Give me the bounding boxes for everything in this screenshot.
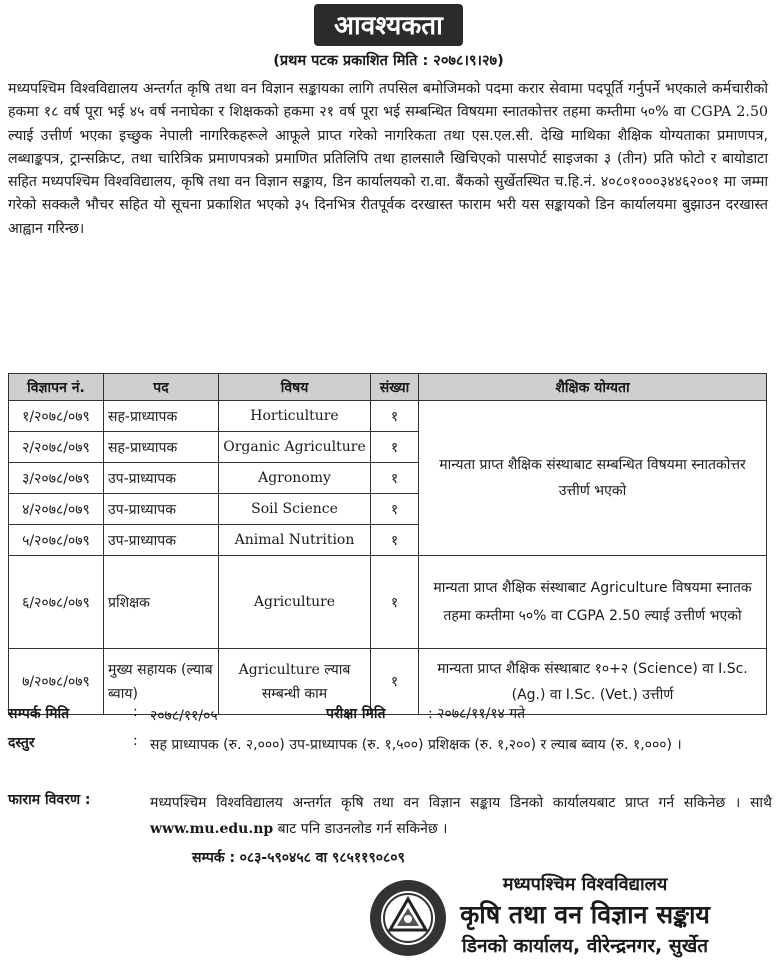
post: उप-प्राध्यापक [104, 525, 219, 556]
fee-label: दस्तुर [8, 735, 35, 751]
ad-no: ७/२०७८/०७९ [9, 649, 104, 715]
ad-no: २/२०७८/०७९ [9, 432, 104, 463]
count: १ [371, 494, 419, 525]
subject: Agronomy [219, 463, 371, 494]
vacancy-table [8, 373, 767, 715]
form-text-1: मध्यपश्चिम विश्वविद्यालय अन्तर्गत कृषि तथा वन विज्ञान सङ्काय डिनको कार्यालयबाट प्राप्त गर्न सकिनेछ । साथै [150, 795, 772, 811]
count: १ [371, 432, 419, 463]
count: १ [371, 556, 419, 649]
fee-details: सह प्राध्यापक (रु. २,०००) उप-प्राध्यापक (रु. १,५००) प्रशिक्षक (रु. १,२००) र ल्याब ब्वाय (रु. १,०००) । [150, 737, 682, 753]
subject: Organic Agriculture [219, 432, 371, 463]
header-post: पद [104, 374, 219, 401]
intro-paragraph [8, 78, 768, 241]
subject: Horticulture [219, 401, 371, 432]
count: १ [371, 463, 419, 494]
post: सह-प्राध्यापक [104, 401, 219, 432]
subject: Agriculture [219, 556, 371, 649]
fee-row: दस्तुर : सह प्राध्यापक (रु. २,०००) उप-प्राध्यापक (रु. १,५००) प्रशिक्षक (रु. १,२००) र ल्याब ब्वाय (रु. १,०००) । [8, 733, 768, 785]
post: सह-प्राध्यापक [104, 432, 219, 463]
ad-no: ६/२०७८/०७९ [9, 556, 104, 649]
contact-date-row: सम्पर्क मिति : २०७८/११/०५ परीक्षा मिति : २०७८/११/१४ गते [8, 704, 768, 730]
issuer-university: मध्यपश्चिम विश्वविद्यालय [502, 874, 668, 895]
count: १ [371, 649, 419, 715]
issuer-block [405, 872, 765, 960]
ad-no: ५/२०७८/०७९ [9, 525, 104, 556]
contact-line [192, 848, 405, 867]
page-title: आवश्यकता [314, 4, 463, 46]
issuer-office: डिनको कार्यालय, वीरेन्द्रनगर, सुर्खेत [461, 935, 709, 957]
header-count: संख्या [371, 374, 419, 401]
qualification-1: मान्यता प्राप्त शैक्षिक संस्थाबाट सम्बन्धित विषयमा स्नातकोत्तर उत्तीर्ण भएको [419, 401, 767, 556]
qualification-2: मान्यता प्राप्त शैक्षिक संस्थाबाट Agriculture विषयमा स्नातक तहमा कम्तीमा ५०% वा CGPA 2.50 ल्याई उत्तीर्ण भएको [419, 556, 767, 649]
contact-date-label: सम्पर्क मिति [8, 706, 70, 722]
form-text-2: बाट पनि डाउनलोड गर्न सकिनेछ । [273, 821, 448, 837]
post: मुख्य सहायक (ल्याब ब्वाय) [104, 649, 219, 715]
post: प्रशिक्षक [104, 556, 219, 649]
form-details [150, 790, 772, 842]
post: उप-प्राध्यापक [104, 463, 219, 494]
subject: Agriculture ल्याब सम्बन्धी काम [219, 649, 371, 715]
table-row [9, 556, 767, 649]
intro-text-2: ल्याई उत्तीर्ण भएका इच्छुक नेपाली नागरिकहरूले आफूले प्राप्त गरेको नागरिकता तथा एस.एल.सी. देखि माथिका शैक्षिक योग्यताका प्रमाणपत्र, लब्धाङ्कपत्र, ट्रान्सक्रिप्ट, तथा चारित्रिक प्रमाणपत्रको प्रमाणित प्रतिलिपि तथा हालसालै खिचिएको पासपोर्ट साइजका ३ (तीन) प्रति फोटो र बायोडाटा सहित मध्यपश्चिम विश्वविद्यालय, कृषि तथा वन विज्ञान सङ्काय, डिन कार्यालयको रा.वा. बैंकको सुर्खेतस्थित च.हि.नं. ४०८०१०००३४४६२००१ मा जम्मा गरेको सक्कलै भौचर सहित यो सूचना प्रकाशित भएको ३५ दिनभित्र रीतपूर्वक दरखास्त फाराम भरी यस सङ्कायको डिन कार्यालयमा बुझाउन दरखास्त आह्वान गरिन्छ। [8, 127, 768, 237]
publication-date: (प्रथम पटक प्रकाशित मिति : २०७८।९।२७) [273, 53, 504, 69]
post: उप-प्राध्यापक [104, 494, 219, 525]
header-ad-no: विज्ञापन नं. [9, 374, 104, 401]
contact-date: २०७८/११/०५ [150, 708, 218, 724]
ad-no: १/२०७८/०७९ [9, 401, 104, 432]
count: १ [371, 401, 419, 432]
form-row [8, 790, 772, 870]
header-qualification: शैक्षिक योग्यता [419, 374, 767, 401]
subject: Soil Science [219, 494, 371, 525]
contact-numbers: ०८३-५९०४५८ वा ९८५११९०८०९ [239, 850, 405, 866]
header-subject: विषय [219, 374, 371, 401]
exam-date: : २०७८/११/१४ गते [428, 706, 526, 722]
table-row [9, 401, 767, 432]
intro-text-1: मध्यपश्चिम विश्वविद्यालय अन्तर्गत कृषि तथा वन विज्ञान सङ्कायका लागि तपसिल बमोजिमको पदमा करार सेवामा पदपूर्ति गर्नुपर्ने भएकाले कर्मचारीको हकमा १८ वर्ष पूरा भई ४५ वर्ष ननाघेका र शिक्षकको हकमा २१ वर्ष पूरा भई सम्बन्धित विषयमा स्नातकोत्तर तहमा कम्तीमा ५०% वा [8, 81, 768, 121]
ad-no: ३/२०७८/०७९ [9, 463, 104, 494]
table-header-row [9, 374, 767, 401]
exam-date-label: परीक्षा मिति [326, 706, 386, 722]
issuer-faculty: कृषि तथा वन विज्ञान सङ्काय [460, 900, 710, 929]
form-label: फाराम विवरण : [8, 792, 91, 808]
website-link[interactable]: www.mu.edu.np [150, 821, 274, 837]
ad-no: ४/२०७८/०७९ [9, 494, 104, 525]
count: १ [371, 525, 419, 556]
subject: Animal Nutrition [219, 525, 371, 556]
contact-label: सम्पर्क : [192, 850, 236, 866]
intro-cgpa: CGPA 2.50 [690, 104, 768, 121]
qualification-3: मान्यता प्राप्त शैक्षिक संस्थाबाट १०+२ (Science) वा I.Sc.(Ag.) वा I.Sc. (Vet.) उत्तीर्ण [419, 649, 767, 715]
